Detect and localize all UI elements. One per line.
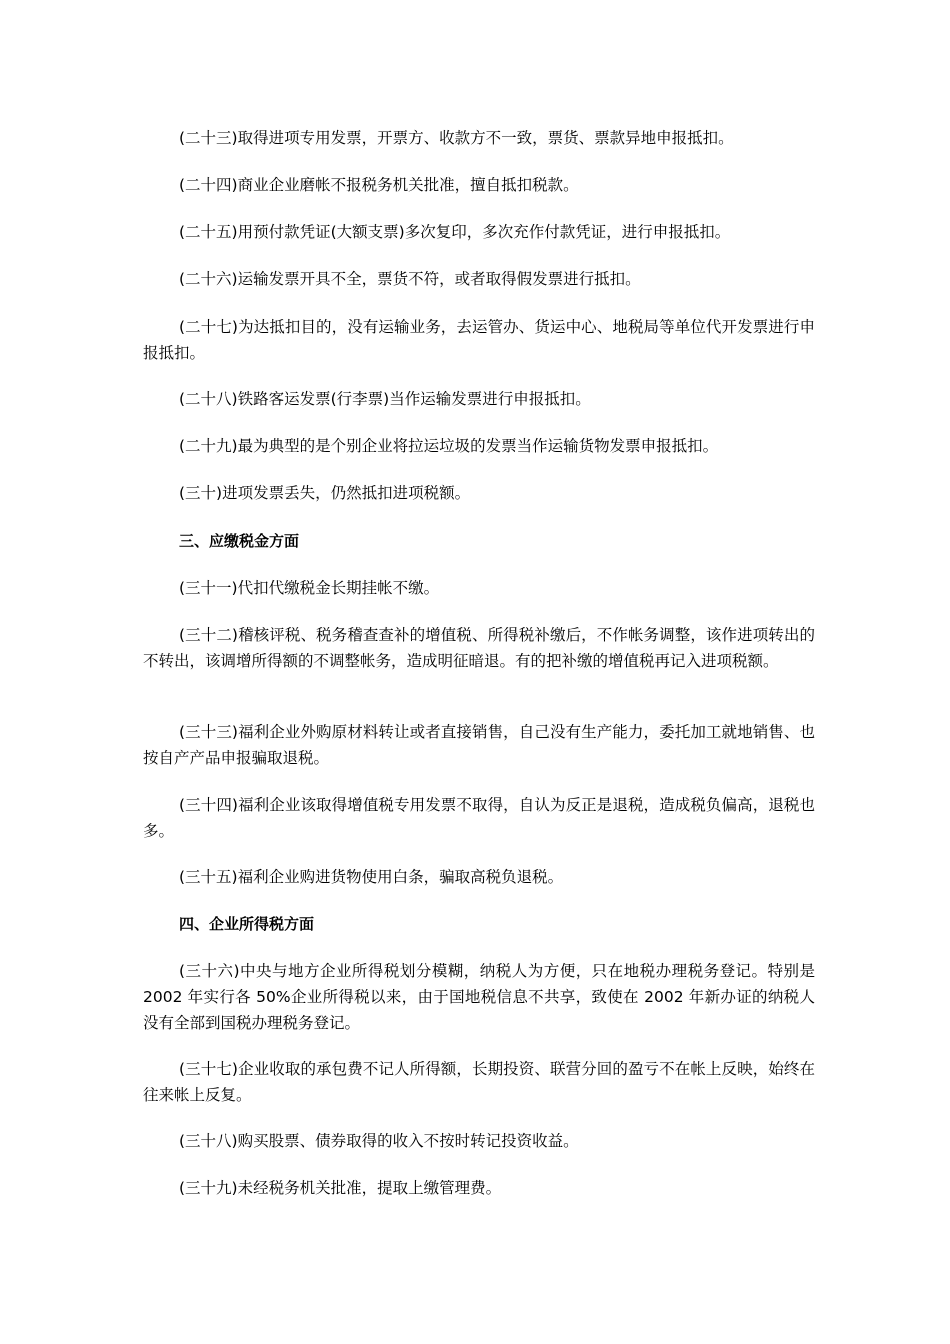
- paragraph-24: (二十四)商业企业磨帐不报税务机关批准，擅自抵扣税款。: [179, 176, 579, 194]
- paragraph-27: (二十七)为达抵扣目的，没有运输业务，去运管办、货运中心、地税局等单位代开发票进行申报抵扣。: [143, 318, 815, 362]
- paragraph-39: (三十九)未经税务机关批准，提取上缴管理费。: [179, 1179, 502, 1197]
- paragraph-37: (三十七)企业收取的承包费不记人所得额，长期投资、联营分回的盈亏不在帐上反映，始终在往来帐上反复。: [143, 1060, 815, 1104]
- paragraph-28: (二十八)铁路客运发票(行李票)当作运输发票进行申报抵扣。: [179, 390, 591, 408]
- paragraph-34: (三十四)福利企业该取得增值税专用发票不取得，自认为反正是退税，造成税负偏高，退税也多。: [143, 796, 815, 840]
- paragraph-25: (二十五)用预付款凭证(大额支票)多次复印，多次充作付款凭证，进行申报抵扣。: [179, 223, 731, 241]
- paragraph-26: (二十六)运输发票开具不全，票货不符，或者取得假发票进行抵扣。: [179, 270, 641, 288]
- section-heading-4: 四、企业所得税方面: [179, 915, 315, 933]
- paragraph-38: (三十八)购买股票、债券取得的收入不按时转记投资收益。: [179, 1132, 579, 1150]
- paragraph-29: (二十九)最为典型的是个别企业将拉运垃圾的发票当作运输货物发票申报抵扣。: [179, 437, 719, 455]
- paragraph-30: (三十)进项发票丢失，仍然抵扣进项税额。: [179, 484, 471, 502]
- paragraph-33: (三十三)福利企业外购原材料转让或者直接销售，自己没有生产能力，委托加工就地销售、也按自产产品申报骗取退税。: [143, 723, 815, 767]
- paragraph-35: (三十五)福利企业购进货物使用白条，骗取高税负退税。: [179, 868, 564, 886]
- paragraph-36: (三十六)中央与地方企业所得税划分模糊，纳税人为方便，只在地税办理税务登记。特别是 2002 年实行各 50%企业所得税以来，由于国地税信息不共享，致使在 2002 年新办证的纳税人没有全部到国税办理税务登记。: [143, 962, 815, 1032]
- paragraph-31: (三十一)代扣代缴税金长期挂帐不缴。: [179, 579, 440, 597]
- paragraph-32: (三十二)稽核评税、税务稽查查补的增值税、所得税补缴后，不作帐务调整，该作进项转出的不转出，该调增所得额的不调整帐务，造成明征暗退。有的把补缴的增值税再记入进项税额。: [143, 626, 815, 670]
- paragraph-23: (二十三)取得进项专用发票，开票方、收款方不一致，票货、票款异地申报抵扣。: [179, 129, 734, 147]
- section-heading-3: 三、应缴税金方面: [179, 532, 300, 550]
